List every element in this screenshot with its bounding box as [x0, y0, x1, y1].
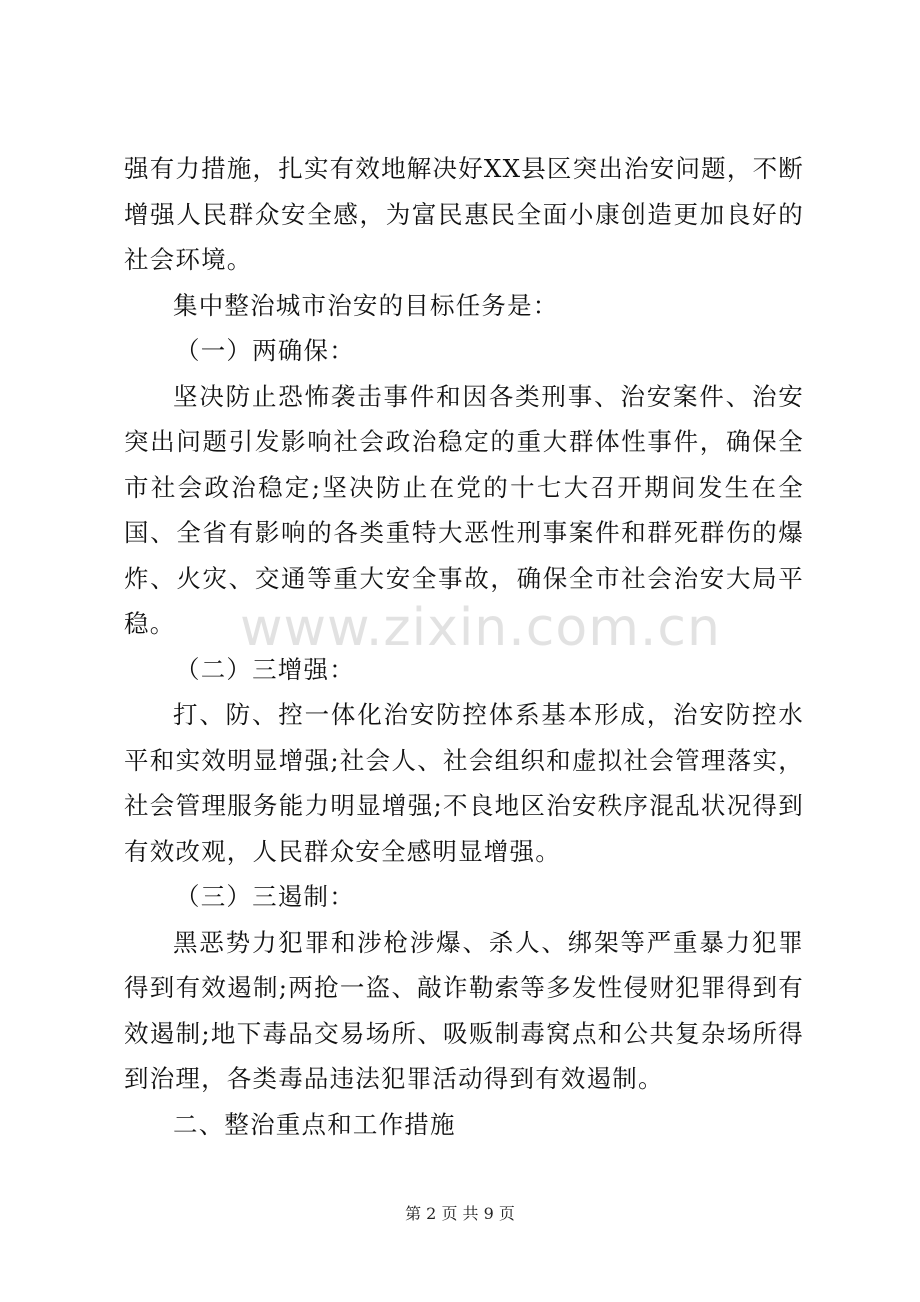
paragraph-two-ensures: 坚决防止恐怖袭击事件和因各类刑事、治安案件、治安突出问题引发影响社会政治稳定的重大群体性事件，确保全市社会政治稳定;坚决防止在党的十七大召开期间发生在全国、全省有影响的各类重特大恶性刑事案件和群死群伤的爆炸、火灾、交通等重大安全事故，确保全市社会治安大局平稳。	[124, 381, 804, 638]
subheading-three-curb: （三）三遏制：	[175, 882, 355, 911]
paragraph-three-strengthen: 打、防、控一体化治安防控体系基本形成，治安防控水平和实效明显增强;社会人、社会组织和虚拟社会管理落实，社会管理服务能力明显增强;不良地区治安秩序混乱状况得到有效改观，人民群众安全感明显增强。	[124, 700, 804, 866]
subheading-three-strengthen: （二）三增强：	[175, 654, 355, 684]
subheading-two-ensures: （一）两确保：	[175, 336, 355, 365]
section-heading-measures: 二、整治重点和工作措施	[173, 1109, 456, 1139]
paragraph-three-curb: 黑恶势力犯罪和涉枪涉爆、杀人、绑架等严重暴力犯罪得到有效遏制;两抢一盗、敲诈勒索等多发性侵财犯罪得到有效遏制;地下毒品交易场所、吸贩制毒窝点和公共复杂场所得到治理，各类毒品违法犯罪活动得到有效遏制。	[124, 927, 804, 1093]
document-body	[124, 146, 804, 1147]
paragraph-continuation: 强有力措施，扎实有效地解决好XX县区突出治安问题，不断增强人民群众安全感，为富民惠民全面小康创造更加良好的社会环境。	[124, 154, 804, 274]
watermark: www.zixin.com.cn	[240, 598, 721, 658]
paragraph-goal-intro: 集中整治城市治安的目标任务是：	[173, 290, 559, 320]
page-number-footer: 第 2 页 共 9 页	[405, 1204, 515, 1223]
